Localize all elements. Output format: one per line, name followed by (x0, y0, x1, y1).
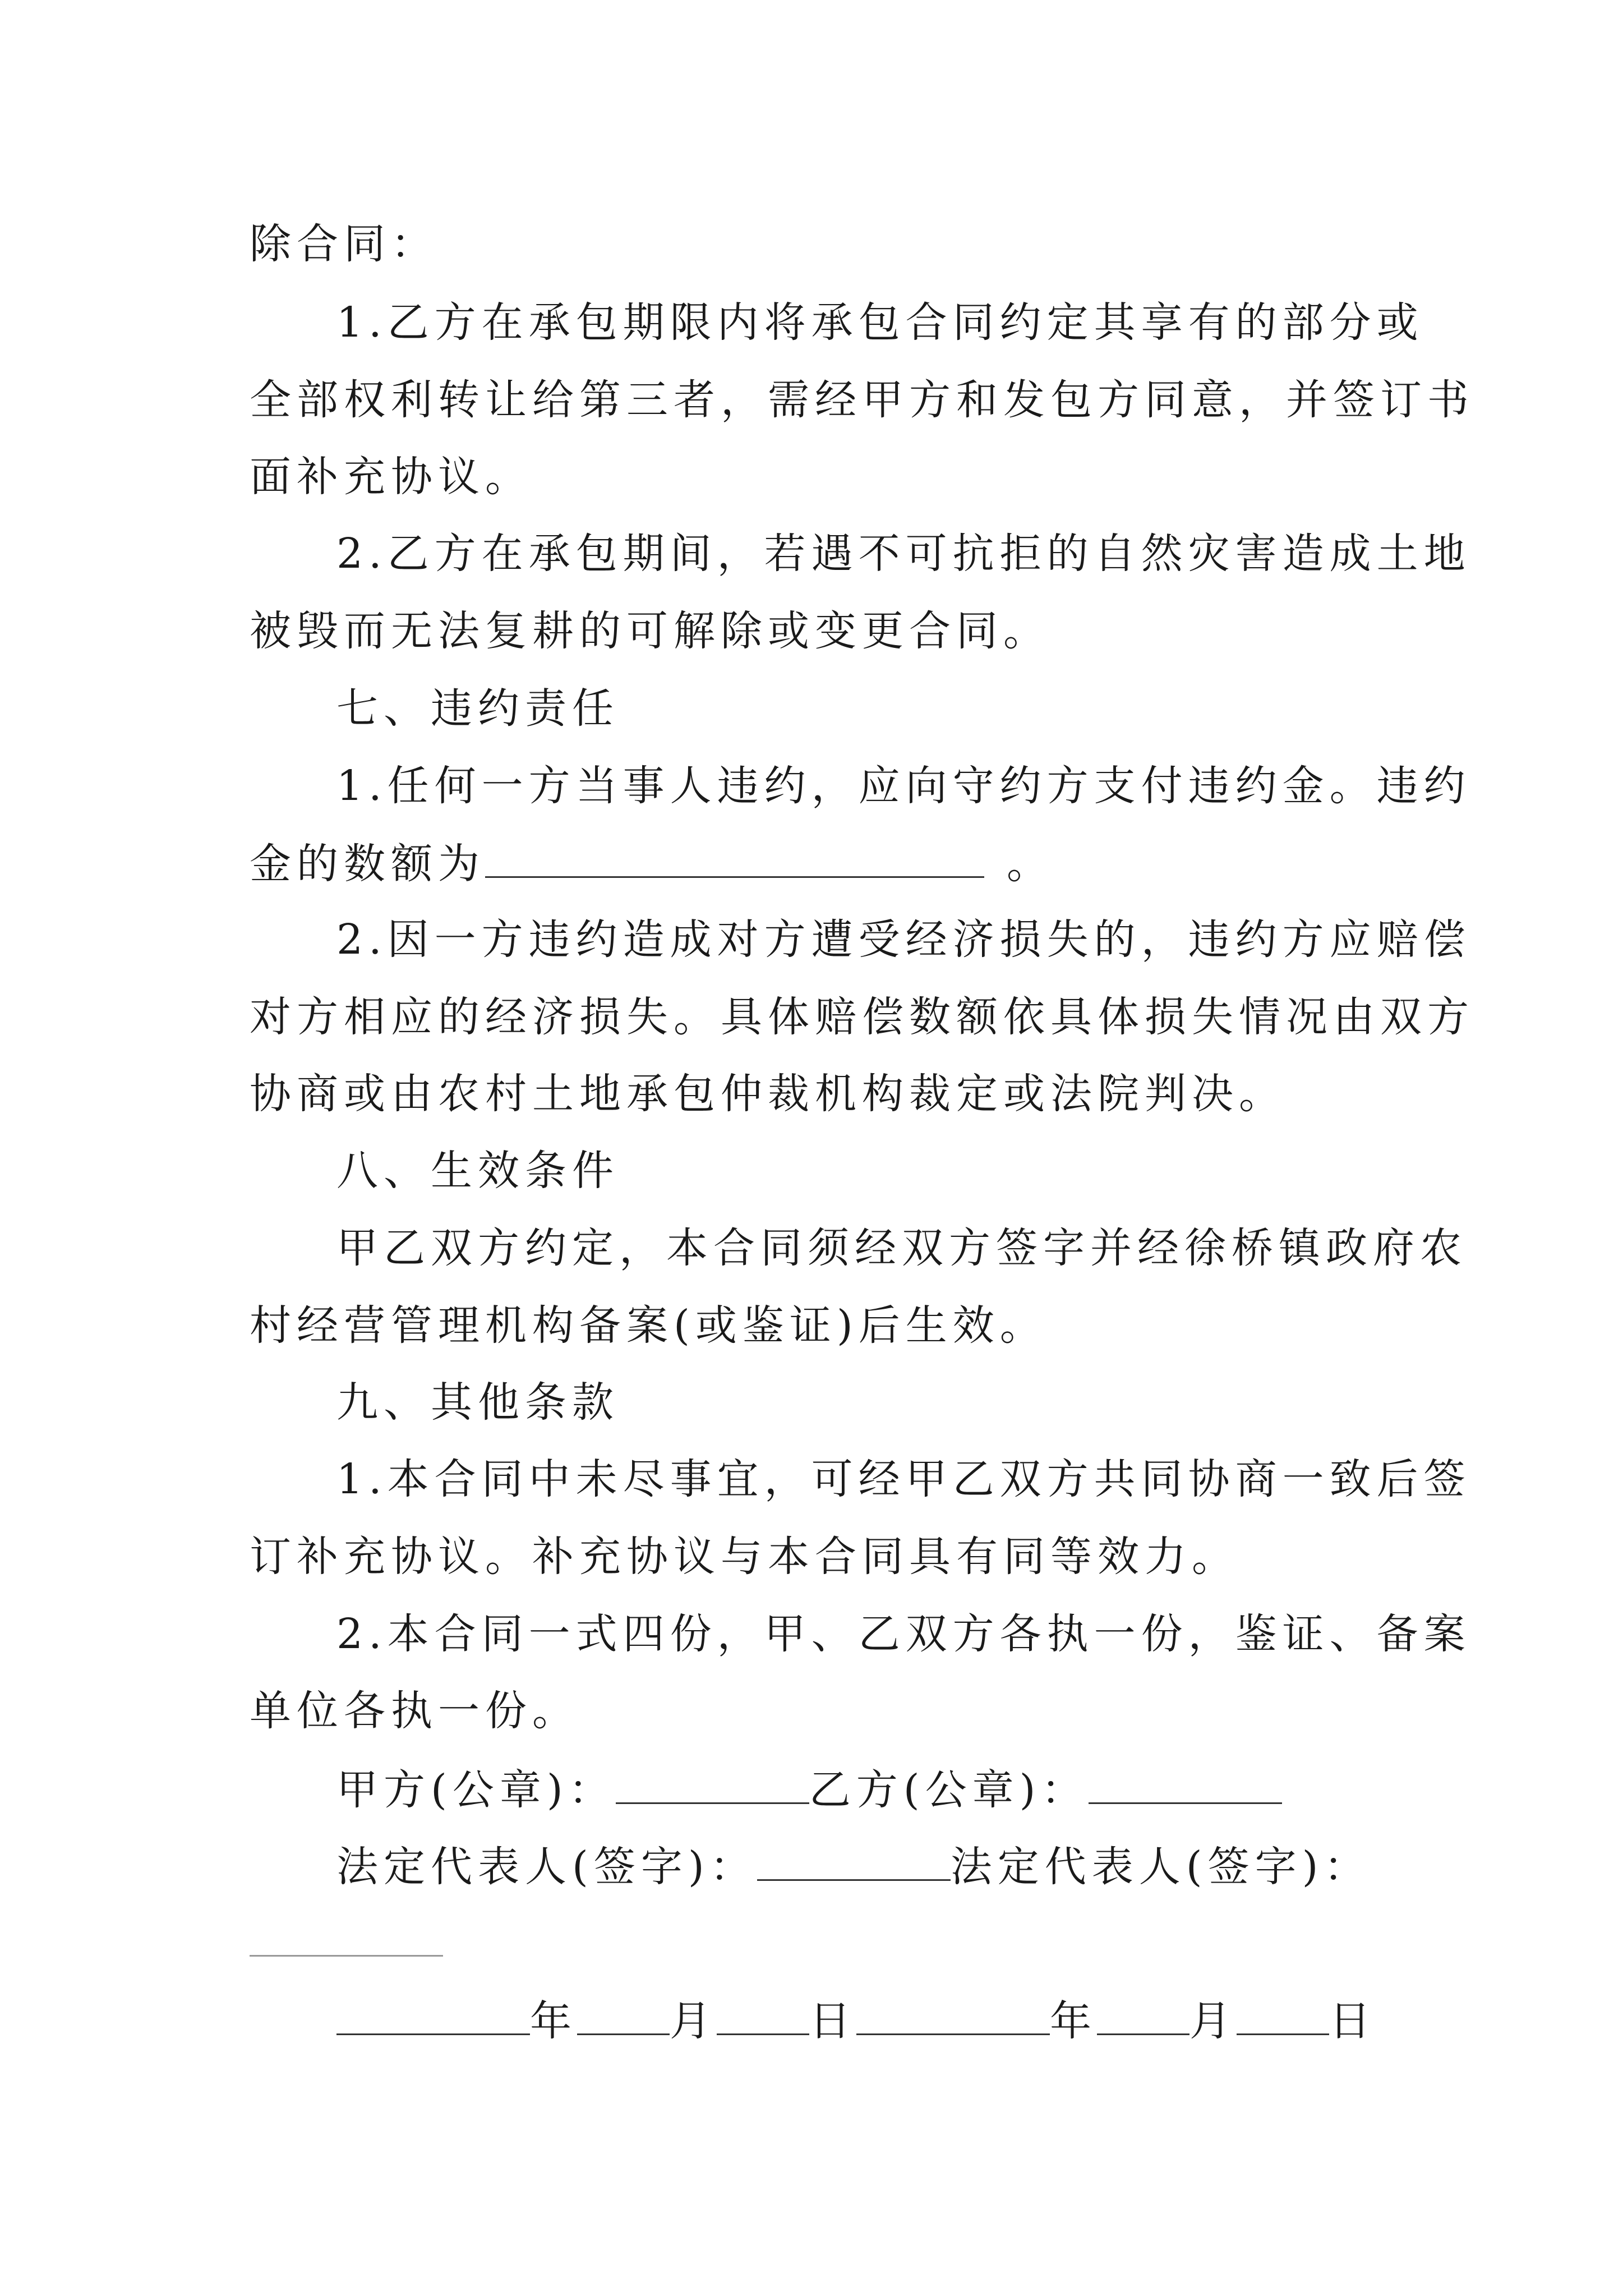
party-a-seal-blank[interactable] (616, 1763, 809, 1804)
period: 。 (1007, 840, 1054, 888)
paragraph-line: 订补充协议。补充协议与本合同具有同等效力。 (250, 1533, 1239, 1581)
representative-line (336, 1840, 1371, 1890)
clause-2-line: 2.本合同一式四份，甲、乙双方各执一份，鉴证、备案 (336, 1610, 1471, 1658)
paragraph-line: 甲乙双方约定，本合同须经双方签字并经徐桥镇政府农 (336, 1224, 1467, 1272)
paragraph-line: 村经营管理机构备案(或鉴证)后生效。 (250, 1301, 1047, 1350)
day-label: 日 (1329, 1997, 1376, 2045)
paragraph-line: 全部权利转让给第三者，需经甲方和发包方同意，并签订书 (250, 376, 1474, 424)
penalty-amount-line (250, 837, 1054, 887)
clause-2-line: 2.乙方在承包期间，若遇不可抗拒的自然灾害造成土地 (336, 530, 1471, 578)
clause-1-line: 1.乙方在承包期限内将承包合同约定其享有的部分或 (336, 298, 1424, 347)
month-label: 月 (670, 1997, 717, 2045)
month-label: 月 (1189, 1997, 1237, 2045)
year-label: 年 (530, 1997, 577, 2045)
section-heading-breach: 七、违约责任 (336, 684, 619, 733)
party-a-day-blank[interactable] (717, 1994, 809, 2035)
party-b-year-blank[interactable] (856, 1994, 1050, 2035)
party-b-month-blank[interactable] (1097, 1994, 1189, 2035)
party-b-seal-label: 乙方(公章)： (809, 1766, 1089, 1814)
clause-2-line: 2.因一方违约造成对方遭受经济损失的，违约方应赔偿 (336, 915, 1471, 964)
seal-line (336, 1763, 1282, 1814)
party-b-seal-blank[interactable] (1089, 1763, 1282, 1804)
paragraph-line: 对方相应的经济损失。具体赔偿数额依具体损失情况由双方 (250, 993, 1474, 1041)
paragraph-line: 面补充协议。 (250, 453, 532, 501)
paragraph-line: 被毁而无法复耕的可解除或变更合同。 (250, 607, 1050, 655)
clause-1-line: 1.任何一方当事人违约，应向守约方支付违约金。违约 (336, 762, 1471, 810)
year-label: 年 (1050, 1997, 1097, 2045)
clause-1-line: 1.本合同中未尽事宜，可经甲乙双方共同协商一致后签 (336, 1455, 1471, 1503)
party-a-rep-blank[interactable] (757, 1840, 951, 1881)
date-line (336, 1994, 1376, 2045)
section-heading-other: 九、其他条款 (336, 1378, 619, 1427)
party-a-month-blank[interactable] (577, 1994, 670, 2035)
penalty-amount-blank[interactable] (485, 837, 984, 878)
penalty-label: 金的数额为 (250, 840, 485, 888)
section-heading-effective: 八、生效条件 (336, 1147, 619, 1195)
party-b-rep-blank[interactable] (250, 1955, 443, 1957)
party-a-seal-label: 甲方(公章)： (336, 1766, 616, 1814)
party-a-year-blank[interactable] (336, 1994, 530, 2035)
party-a-rep-label: 法定代表人(签字)： (336, 1843, 757, 1891)
party-b-day-blank[interactable] (1237, 1994, 1329, 2035)
party-b-rep-label: 法定代表人(签字)： (950, 1843, 1371, 1891)
paragraph-line: 协商或由农村土地承包仲裁机构裁定或法院判决。 (250, 1070, 1286, 1118)
day-label: 日 (809, 1997, 856, 2045)
paragraph-line: 除合同： (250, 220, 438, 268)
paragraph-line: 单位各执一份。 (250, 1687, 579, 1735)
